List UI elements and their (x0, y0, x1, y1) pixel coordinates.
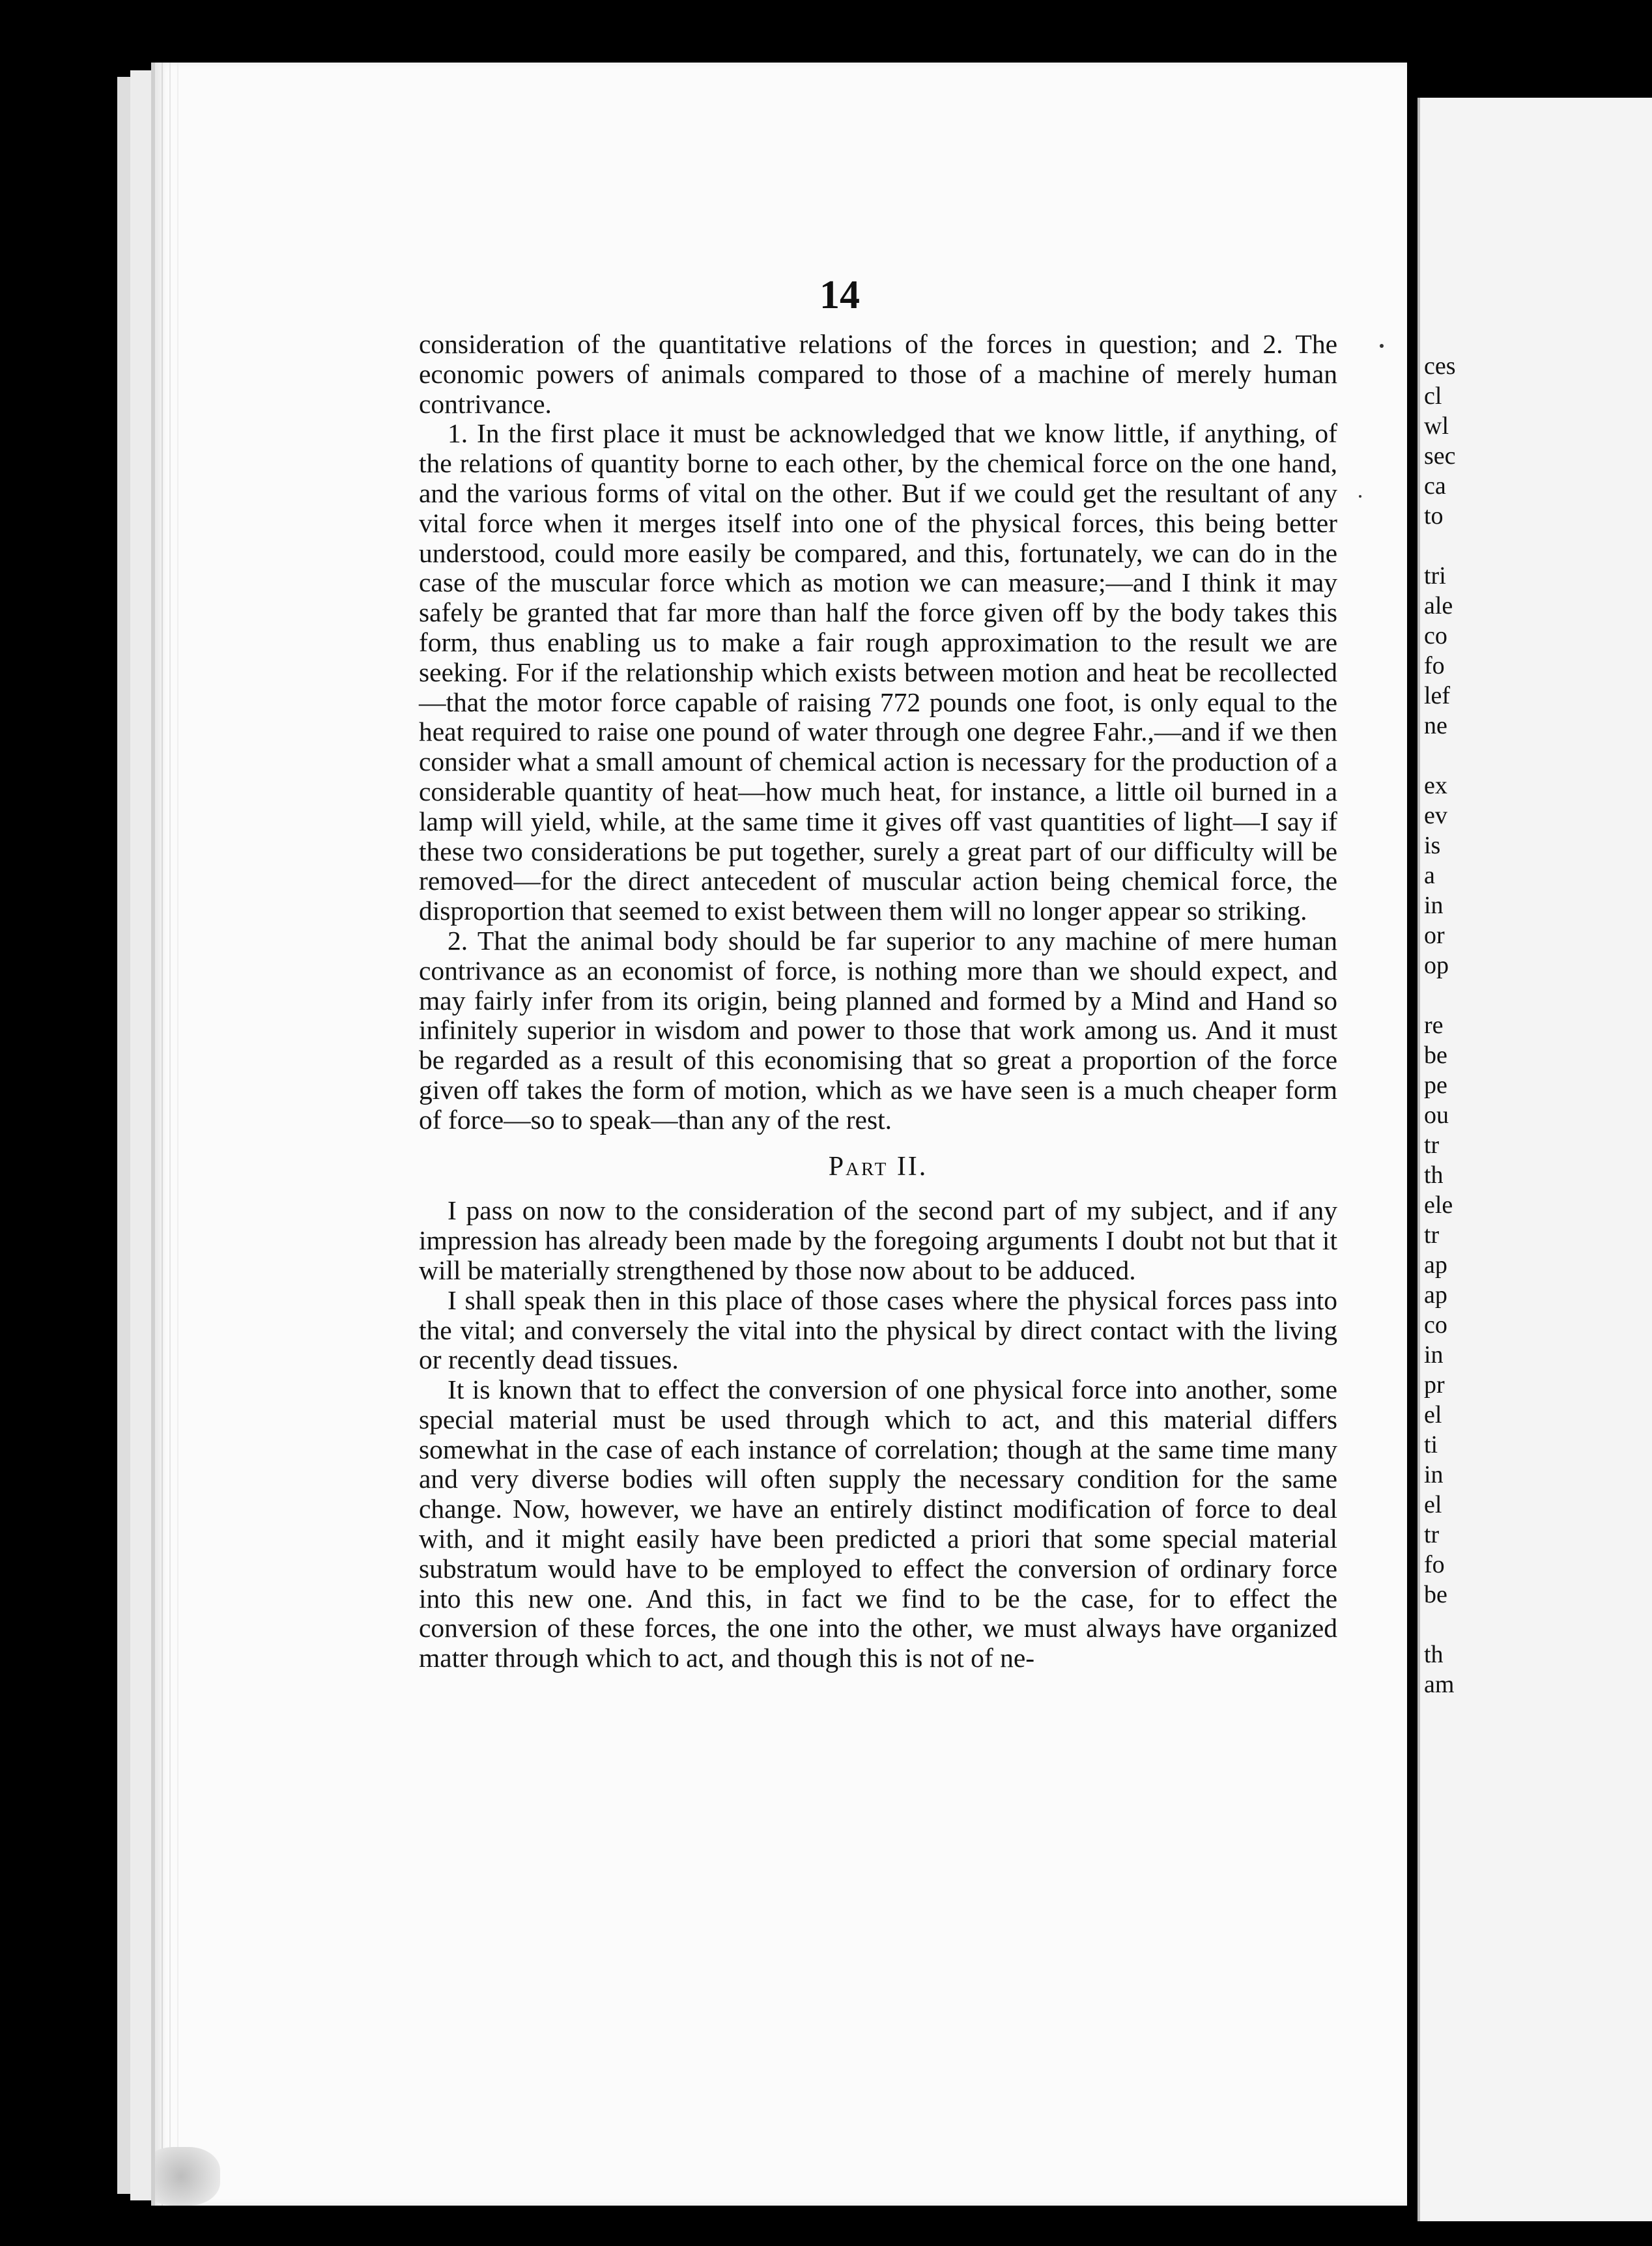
paragraph-part2-conversion: It is known that to effect the conversion of one physical force into another, some special material must be used through which to act, and this material differs somewhat in the case of each instance of correlation; though at the same time many and very diverse bodies will often supply the necessary condition for the same change. Now, however, we have an entirely distinct modification of force to deal with, and it might easily have been predicted a priori that some special material substratum would have to be employed to effect the conversion of ordinary force into this new one. And this, in fact we find to be the case, for to effect the conversion of these forces, the one into the other, we must always have organized matter through which to act, and though this is not of ne- (419, 1374, 1337, 1673)
corner-wear (151, 2147, 220, 2206)
facing-page-fragment: wl (1424, 412, 1449, 440)
facing-page-fragment: ne (1424, 712, 1447, 739)
paragraph-point-two: 2. That the animal body should be far superior to any machine of mere human contrivance as an economist of force, is nothing more than we should expect, and may fairly infer from its origin, being planned and formed by a Mind and Hand so infinitely superior in wisdom and power to those that work among us. And it must be regarded as a result of this economising that so great a proportion of the force given off takes the form of motion, which as we have seen is a much cheaper form of force—so to speak—than any of the rest. (419, 925, 1337, 1135)
page-number: 14 (819, 273, 860, 317)
facing-page-fragment: tr (1424, 1131, 1440, 1159)
paragraph-continuation: consideration of the quantitative relations of the forces in question; and 2. The economic powers of animals compared to those of a machine of merely human contrivance. (419, 329, 1337, 419)
facing-page-fragment: lef (1424, 682, 1451, 709)
ink-speck (1380, 344, 1384, 348)
facing-page-fragment: be (1424, 1042, 1447, 1069)
facing-page-fragment: th (1424, 1161, 1444, 1189)
facing-page-fragment: ca (1424, 472, 1446, 500)
facing-page-fragment: pe (1424, 1072, 1447, 1099)
facing-page-fragment: fo (1424, 652, 1445, 679)
facing-page-fragment: el (1424, 1401, 1442, 1429)
facing-page-fragment: ele (1424, 1191, 1453, 1219)
body-text (419, 330, 1337, 1673)
facing-page-fragment: fo (1424, 1551, 1445, 1578)
facing-page-fragment: tri (1424, 562, 1446, 590)
facing-page-fragment: is (1424, 832, 1441, 859)
facing-page-fragment: cl (1424, 382, 1442, 410)
facing-page-fragment: am (1424, 1671, 1455, 1698)
facing-page-fragment: ale (1424, 592, 1453, 619)
facing-page-fragment: be (1424, 1581, 1447, 1608)
facing-page-fragment: or (1424, 922, 1445, 949)
part-heading: Part II. (828, 1151, 928, 1182)
facing-page-fragment: co (1424, 1311, 1447, 1339)
paragraph-part2-cases: I shall speak then in this place of those cases where the physical forces pass into the vital; and conversely the vital into the physical by direct contact with the living or recently dead tissues. (419, 1285, 1337, 1375)
facing-page-fragment: ev (1424, 802, 1447, 829)
facing-page-fragment: to (1424, 502, 1444, 530)
facing-page-fragment: ap (1424, 1281, 1447, 1309)
facing-page-fragment: a (1424, 862, 1435, 889)
book-page (151, 63, 1407, 2206)
facing-page-fragment: co (1424, 622, 1447, 649)
ink-speck (1359, 495, 1361, 498)
facing-page-fragment: sec (1424, 442, 1456, 470)
facing-page-fragment: ces (1424, 352, 1456, 380)
facing-page-fragment: pr (1424, 1371, 1445, 1399)
facing-page-fragment: re (1424, 1012, 1444, 1039)
facing-page-fragment: ap (1424, 1251, 1447, 1279)
facing-page-fragment: tr (1424, 1521, 1440, 1548)
facing-page-fragment: el (1424, 1491, 1442, 1518)
facing-page-fragment: ou (1424, 1102, 1449, 1129)
facing-page-fragment: ex (1424, 772, 1447, 799)
facing-page-fragment: in (1424, 892, 1444, 919)
facing-page-fragment: tr (1424, 1221, 1440, 1249)
paragraph-part2-intro: I pass on now to the consideration of the second part of my subject, and if any impression has already been made by the foregoing arguments I doubt not but that it will be materially strengthened by those now about to be adduced. (419, 1195, 1337, 1285)
facing-page-fragment: in (1424, 1461, 1444, 1488)
facing-page-fragment: in (1424, 1341, 1444, 1369)
facing-page-fragment: th (1424, 1641, 1444, 1668)
facing-page-fragment: ti (1424, 1431, 1438, 1458)
paragraph-point-one: 1. In the first place it must be acknowledged that we know little, if anything, of the relations of quantity borne to each other, by the chemical force on the one hand, and the various forms of vital on the other. But if we could get the resultant of any vital force when it merges itself into one of the physical forces, this being better understood, could more easily be compared, and this, fortunately, we can do in the case of the muscular force which as motion we can measure;—and I think it may safely be granted that far more than half the force given off by the body takes this form, thus enabling us to make a fair rough approximation to the result we are seeking. For if the relationship which exists between motion and heat be recollected—that the motor force capable of raising 772 pounds one foot, is only equal to the heat required to raise one pound of water through one degree Fahr.,—and if we then consider what a small amount of chemical action is necessary for the production of a considerable quantity of heat—how much heat, for instance, a little oil burned in a lamp will yield, while, at the same time it gives off vast quantities of light—I say if these two considerations be put together, surely a great part of our difficulty will be removed—for the direct antecedent of muscular action being chemical force, the disproportion that seemed to exist between them will no longer appear so striking. (419, 418, 1337, 926)
facing-page (1417, 98, 1652, 2221)
facing-page-fragment: op (1424, 952, 1449, 979)
